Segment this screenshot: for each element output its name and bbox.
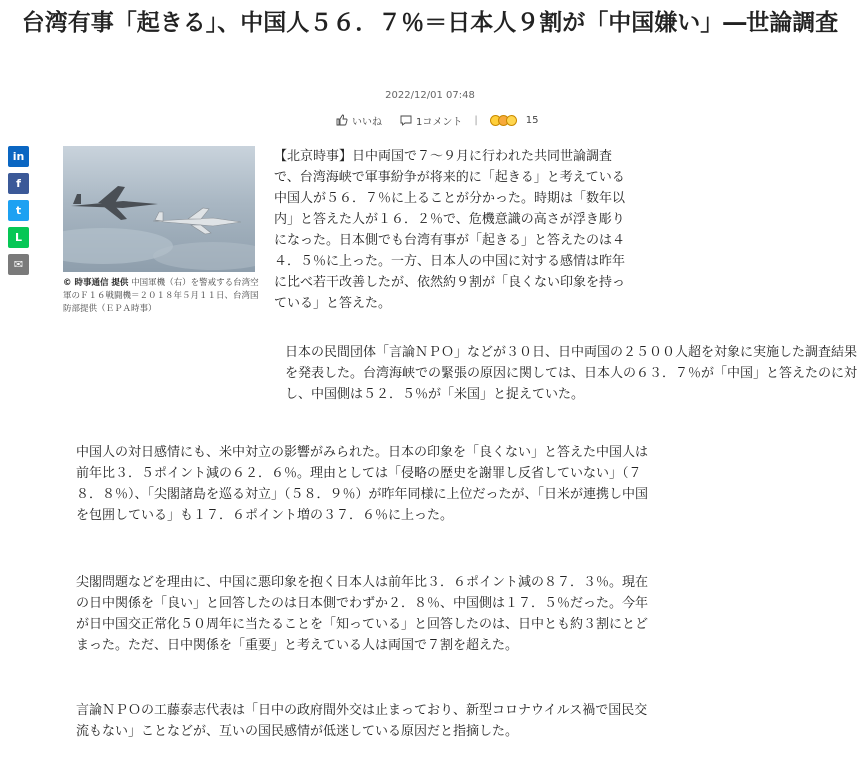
photo-caption-text: 中国軍機（右）を警戒する台湾空軍のＦ１６戦闘機＝２０１８年５月１１日、台湾国防部提供（ＥＰＡ時事） bbox=[63, 278, 259, 314]
reaction-emoji-icons bbox=[490, 115, 514, 126]
comment-label: 1コメント bbox=[416, 116, 463, 128]
article-paragraph: 【北京時事】日中両国で７～９月に行われた共同世論調査で、台湾海峡で軍事紛争が将来的に「起きる」と考えている中国人が５６．７％に上ることが分かった。時期は「数年以内」と答えた人が１６．２％で、危機意識の高さが浮き彫りになった。日本側でも台湾有事が「起きる」と答えたのは４４．５％に上った。一方、日本人の中国に対する感情は昨年に比べ若干改善したが、依然約９割が「良くない印象を持っている」と答えた。 bbox=[274, 149, 626, 311]
linkedin-icon: in bbox=[12, 150, 25, 163]
article-paragraph: 中国人の対日感情にも、米中対立の影響がみられた。日本の印象を「良くない」と答えた中国人は前年比３．５ポイント減の６２．６％。理由としては「侵略の歴史を謝罪し反省していない」（７８．８％）、「尖閣諸島を巡る対立」（５８．９％）が昨年同様に上位だったが、「日米が連携し中国を包囲している」も１７．６ポイント増の３７．６％に上った。 bbox=[76, 445, 649, 523]
reactions-button[interactable] bbox=[490, 115, 539, 126]
action-bar bbox=[336, 112, 538, 128]
line-share-button[interactable] bbox=[8, 227, 29, 248]
thumbs-up-icon bbox=[336, 114, 348, 126]
mail-share-button[interactable] bbox=[8, 254, 29, 275]
photo-credit: © 時事通信 提供 bbox=[63, 278, 129, 288]
article-paragraph: 尖閣問題などを理由に、中国に悪印象を抱く日本人は前年比３．６ポイント減の８７．３％。現在の日中関係を「良い」と回答したのは日本側でわずか２．８％、中国側は１７．５％だった。今年が日中国交正常化５０周年に当たることを「知っている」と回答したのは、日中とも約３割にとどまった。ただ、日中関係を「重要」と考えている人は両国で７割を超えた。 bbox=[76, 575, 649, 653]
facebook-share-button[interactable] bbox=[8, 173, 29, 194]
article-photo[interactable] bbox=[63, 146, 255, 272]
reaction-count: 15 bbox=[525, 114, 539, 126]
article-paragraph: 言論ＮＰＯの工藤泰志代表は「日中の政府間外交は止まっており、新型コロナウイルス禍で国民交流もない」ことなどが、互いの国民感情が低迷している原因だと指摘した。 bbox=[76, 703, 648, 739]
linkedin-share-button[interactable] bbox=[8, 146, 29, 167]
mail-icon: ✉ bbox=[13, 258, 24, 271]
fighter-jets-image bbox=[63, 146, 255, 272]
smile-emoji-icon bbox=[506, 115, 517, 126]
article-title: 台湾有事「起きる」、中国人５６．７％＝日本人９割が「中国嫌い」―世論調査 bbox=[21, 10, 839, 36]
photo-caption bbox=[63, 277, 261, 316]
facebook-icon: f bbox=[16, 177, 21, 190]
publish-date: 2022/12/01 07:48 bbox=[385, 90, 475, 101]
twitter-bird-icon: t bbox=[15, 204, 22, 217]
twitter-share-button[interactable] bbox=[8, 200, 29, 221]
article-paragraph: 日本の民間団体「言論ＮＰＯ」などが３０日、日中両国の２５００人超を対象に実施した調査結果を発表した。台湾海峡での緊張の原因に関しては、日本人の６３．７％が「中国」と答えたのに対し、中国側は５２．５％が「米国」と捉えていた。 bbox=[285, 345, 858, 402]
speech-bubble-icon bbox=[400, 115, 412, 126]
line-icon: L bbox=[14, 231, 22, 244]
separator: | bbox=[474, 114, 478, 126]
like-label: いいね bbox=[352, 116, 382, 128]
comment-button[interactable] bbox=[400, 113, 462, 128]
like-button[interactable] bbox=[336, 113, 382, 128]
share-bar bbox=[8, 146, 29, 275]
